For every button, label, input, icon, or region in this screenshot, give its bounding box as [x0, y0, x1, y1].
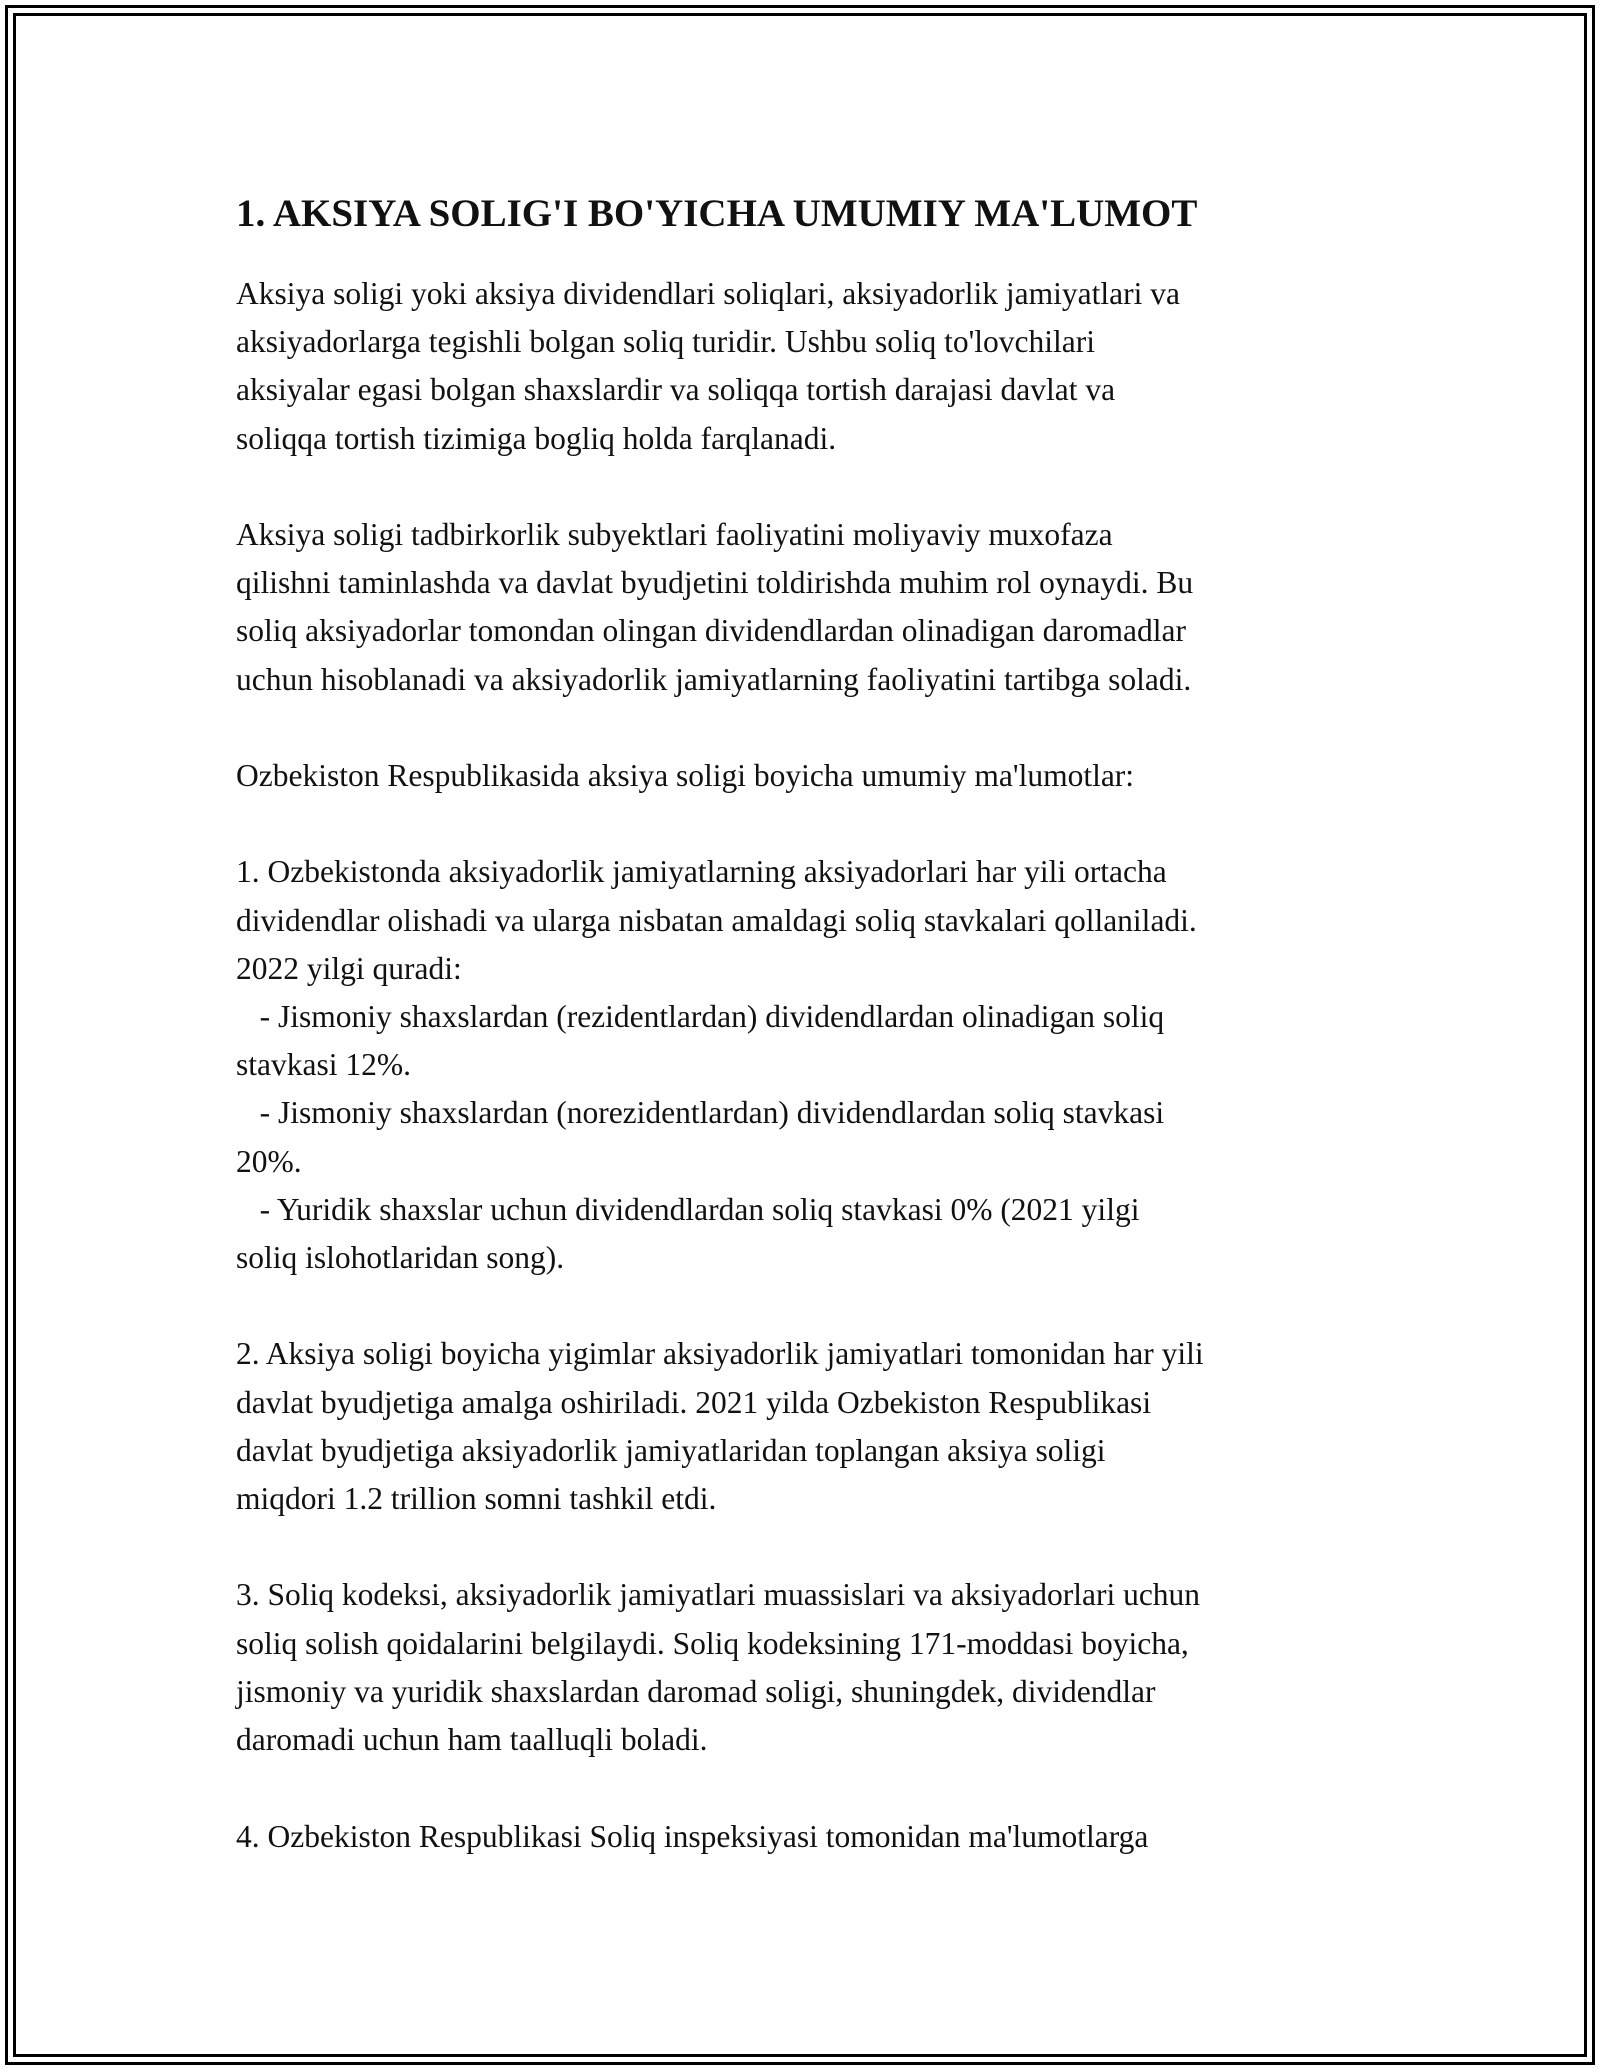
document-body-text: Aksiya soligi yoki aksiya dividendlari soliqlari, aksiyadorlik jamiyatlari va aksiyadorlarga tegishli bolgan soliq turidir. Ushbu soliq to'lovchilari aksiyalar egasi bolgan shaxslardir va soliqqa tortish darajasi davlat va soliqqa tortish tizimiga bogliq holda farqlanadi. Aksiya soligi tadbirkorlik subyektlari faoliyatini moliyaviy muxofaza qilishni taminlashda va davlat byudjetini toldirishda muhim rol oynaydi. Bu soliq aksiyadorlar tomondan olingan dividendlardan olinadigan daromadlar uchun hisoblanadi va aksiyadorlik jamiyatlarning faoliyatini tartibga soladi. Ozbekiston Respublikasida aksiya soligi boyicha umumiy ma'lumotlar: 1. Ozbekistonda aksiyadorlik jamiyatlarning aksiyadorlari har yili ortacha dividendlar olishadi va ularga nisbatan amaldagi soliq stavkalari qollaniladi. 2022 yilgi quradi: - Jismoniy shaxslardan (rezidentlardan) dividendlardan olinadigan soliq stavkasi 12%. - Jismoniy shaxslardan (norezidentlardan) dividendlardan soliq stavkasi 20%. - Yuridik shaxslar uchun dividendlardan soliq stavkasi 0% (2021 yilgi soliq islohotlaridan song). 2. Aksiya soligi boyicha yigimlar aksiyadorlik jamiyatlari tomonidan har yili davlat byudjetiga amalga oshiriladi. 2021 yilda Ozbekiston Respublikasi davlat byudjetiga aksiyadorlik jamiyatlaridan toplangan aksiya soligi miqdori 1.2 trillion somni tashkil etdi. 3. Soliq kodeksi, aksiyadorlik jamiyatlari muassislari va aksiyadorlari uchun soliq solish qoidalarini belgilaydi. Soliq kodeksining 171-moddasi boyicha, jismoniy va yuridik shaxslardan daromad soligi, shuningdek, dividendlar daromadi uchun ham taalluqli boladi. 4. Ozbekiston Respublikasi Soliq inspeksiyasi tomonidan ma'lumotlarga	[236, 276, 1204, 1854]
document-content	[236, 190, 1366, 1861]
document-heading: 1. AKSIYA SOLIG'I BO'YICHA UMUMIY MA'LUMOT	[236, 192, 1198, 235]
